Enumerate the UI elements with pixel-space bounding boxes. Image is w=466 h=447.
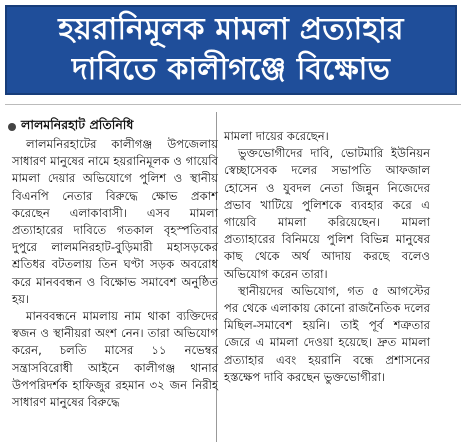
paragraph: মানববন্ধনে মামলায় নাম থাকা ব্যক্তিদের স্বজন ও স্থানীয়রা অংশ নেন। তারা অভিযোগ করেন, চলতি মাসের ১১ নভেম্বর সন্ত্রাসবিরোধী আইনে কালীগঞ্জ থানার উপপরিদর্শক হাফিজুর রহমান ৩২ জন নিরীহ সাধারণ মানুষের বিরুদ্ধে	[12, 309, 218, 410]
paragraph: স্থানীয়দের অভিযোগ, গত ৫ আগস্টের পর থেকে এলাকায় কোনো রাজনৈতিক দলের মিছিল-সমাবেশ হয়নি। তাই পূর্ব শত্রুতার জেরে এ মামলা দেওয়া হয়েছে। দ্রুত মামলা প্রত্যাহার এবং হয়রানি বন্ধে প্রশাসনের হস্তক্ষেপ দাবি করছেন ভুক্তভোগীরা।	[224, 283, 430, 384]
article-column-right	[224, 128, 430, 386]
headline-line-1: হয়রানিমূলক মামলা প্রত্যাহার	[58, 12, 404, 47]
headline-line-2: দাবিতে কালীগঞ্জে বিক্ষোভ	[71, 52, 391, 87]
paragraph: মামলা দায়ের করেছেন।	[224, 129, 329, 143]
headline-banner	[5, 5, 457, 95]
bullet-icon	[8, 123, 16, 131]
byline	[8, 117, 133, 137]
paragraph: ভুক্তভোগীদের দাবি, ভোটমারি ইউনিয়ন স্বেচ্ছাসেবক দলের সভাপতি আফজাল হোসেন ও যুবদল নেতা জিন্নুন নিজেদের প্রভাব খাটিয়ে পুলিশকে ব্যবহার করে এ গায়েবি মামলা করিয়েছেন। মামলা প্রত্যাহারের বিনিময়ে পুলিশ বিভিন্ন মানুষের কাছ থেকে অর্থ আদায় করছে বলেও অভিযোগ করেন তারা।	[224, 146, 430, 281]
section-rule	[5, 104, 461, 105]
byline-text: লালমনিরহাট প্রতিনিধি	[21, 117, 134, 132]
article-column-left	[12, 136, 218, 411]
paragraph: লালমনিরহাটের কালীগঞ্জ উপজেলায় সাধারণ মানুষের নামে হয়রানিমূলক ও গায়েবি মামলা দেয়ার অভিযোগে পুলিশ ও স্থানীয় বিএনপি নেতার বিরুদ্ধে ক্ষোভ প্রকাশ করেছেন এলাকাবাসী। এসব মামলা প্রত্যাহারের দাবিতে গতকাল বৃহস্পতিবার দুপুরে লালমনিরহাট-বুড়িমারী মহাসড়কের শ্রতিধর বটতলায় তিন ঘণ্টা সড়ক অবরোধ করে মানববন্ধন ও বিক্ষোভ সমাবেশ অনুষ্ঠিত হয়।	[12, 137, 218, 306]
